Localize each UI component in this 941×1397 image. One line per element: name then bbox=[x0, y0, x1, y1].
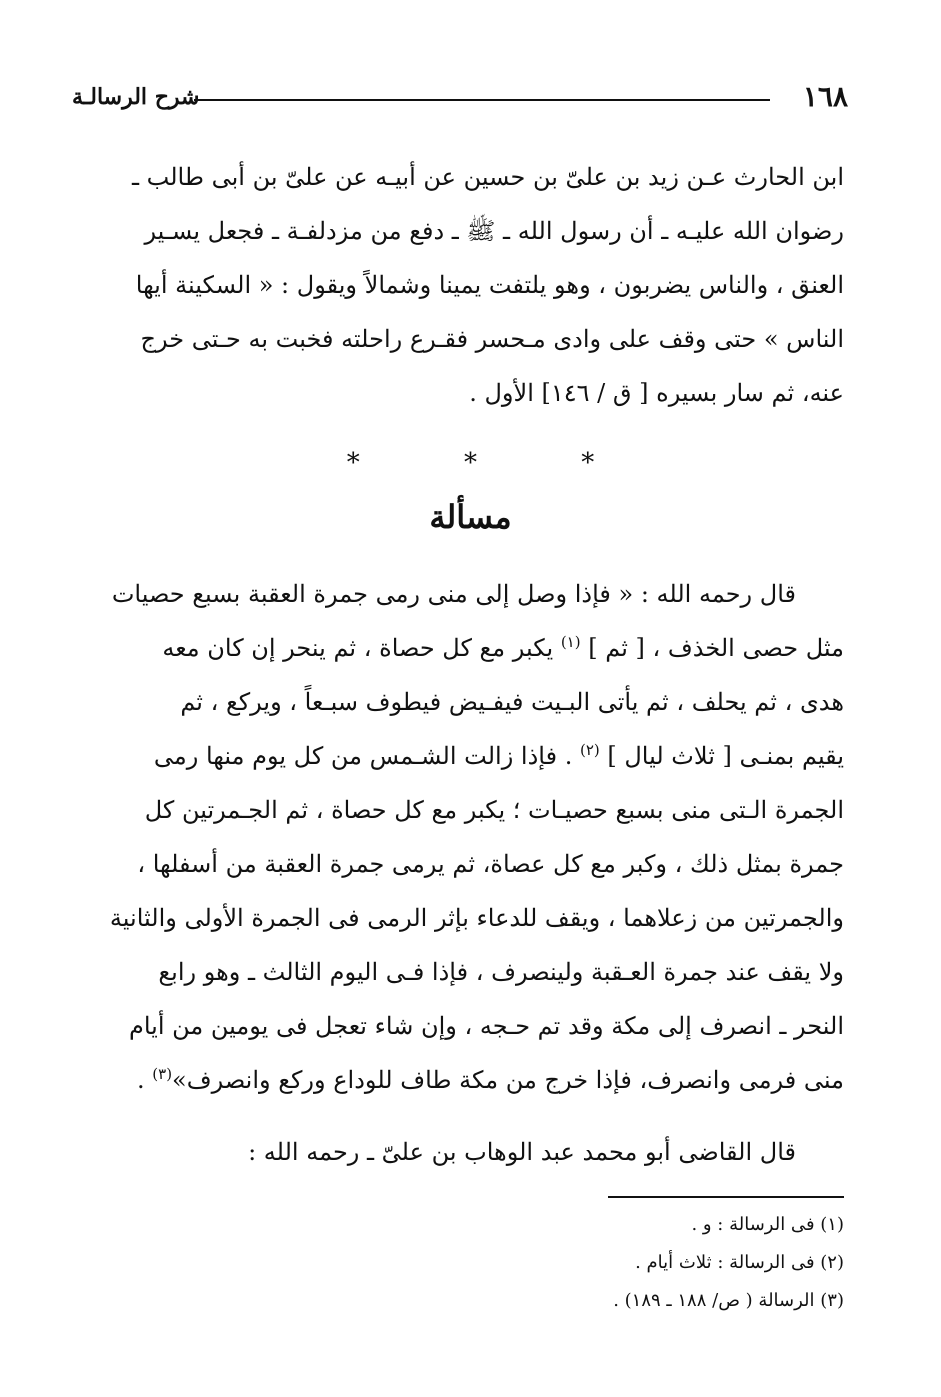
footnote-ref: (٣) bbox=[152, 1065, 173, 1083]
page-header bbox=[72, 80, 848, 120]
running-title: شرح الرسالـة bbox=[72, 84, 200, 110]
text-line: ابن الحارث عـن زيد بن علىّ بن حسين عن أبيـه عن علىّ بن أبى طالب ـ bbox=[132, 163, 844, 191]
footnote-ref: (١) bbox=[560, 633, 581, 651]
footnote: (١) فى الرسالة : و . bbox=[691, 1214, 844, 1235]
top-paragraph bbox=[76, 150, 844, 420]
footnote: (٣) الرسالة ( ص/ ١٨٨ ـ ١٨٩) . bbox=[613, 1290, 844, 1311]
page-number: ١٦٨ bbox=[802, 80, 848, 113]
text-line: عنه، ثم سار بسيره [ ق / ١٤٦] الأول . bbox=[469, 379, 844, 407]
header-rule bbox=[194, 99, 770, 101]
footnote-ref: (٢) bbox=[579, 741, 600, 759]
quote-attribution: قال القاضى أبو محمد عبد الوهاب بن علىّ ـ رحمه الله : bbox=[248, 1138, 796, 1166]
text-line: الناس » حتى وقف على وادى مـحسر فقـرع راحلته فخبت به حـتى خرج bbox=[140, 325, 844, 353]
text-line: جمرة بمثل ذلك ، وكبر مع كل عصاة، ثم يرمى جمرة العقبة من أسفلها ، bbox=[137, 850, 844, 878]
section-separator: * * * bbox=[346, 448, 643, 478]
footnotes bbox=[76, 1206, 844, 1320]
text-line: الجمرة الـتى منى بسبع حصيـات ؛ يكبر مع كل حصاة ، ثم الجـمرتين كل bbox=[144, 796, 844, 824]
text-line: رضوان الله عليـه ـ أن رسول الله ـ ﷺ ـ دفع من مزدلفـة ـ فجعل يسـير bbox=[144, 217, 844, 245]
text-line: يقيم بمنـى [ ثلاث ليال ] $^{(٢)}$ . فإذا زالت الشـمس من كل يوم منها رمى bbox=[153, 741, 844, 770]
footnote: (٢) فى الرسالة : ثلاث أيام . bbox=[635, 1252, 844, 1273]
text-line: ولا يقف عند جمرة العـقبة ولينصرف ، فإذا فـى اليوم الثالث ـ وهو رابع bbox=[158, 958, 844, 986]
main-paragraph bbox=[76, 567, 844, 1107]
footnote-rule bbox=[608, 1196, 844, 1198]
text-line: مثل حصى الخذف ، [ ثم ] $^{(١)}$ يكبر مع كل حصاة ، ثم ينحر إن كان معه bbox=[162, 633, 844, 662]
text-line: والجمرتين من زعلاهما ، ويقف للدعاء بإثر الرمى فى الجمرة الأولى والثانية bbox=[109, 904, 844, 932]
text-line: العنق ، والناس يضربون ، وهو يلتفت يمينا وشمالاً ويقول : « السكينة أيها bbox=[135, 271, 844, 299]
text-line: هدى ، ثم يحلف ، ثم يأتى البـيت فيفـيض فيطوف سبـعاً ، ويركع ، ثم bbox=[180, 688, 844, 716]
text-line: النحر ـ انصرف إلى مكة وقد تم حـجه ، وإن شاء تعجل فى يومين من أيام bbox=[128, 1012, 844, 1040]
text-line: قال رحمه الله : « فإذا وصل إلى منى رمى جمرة العقبة بسبع حصيات bbox=[111, 580, 796, 608]
section-title: مسألة bbox=[429, 498, 512, 536]
text-line: منى فرمى وانصرف، فإذا خرج من مكة طاف للوداع وركع وانصرف»$^{(٣)}$ . bbox=[137, 1065, 844, 1094]
